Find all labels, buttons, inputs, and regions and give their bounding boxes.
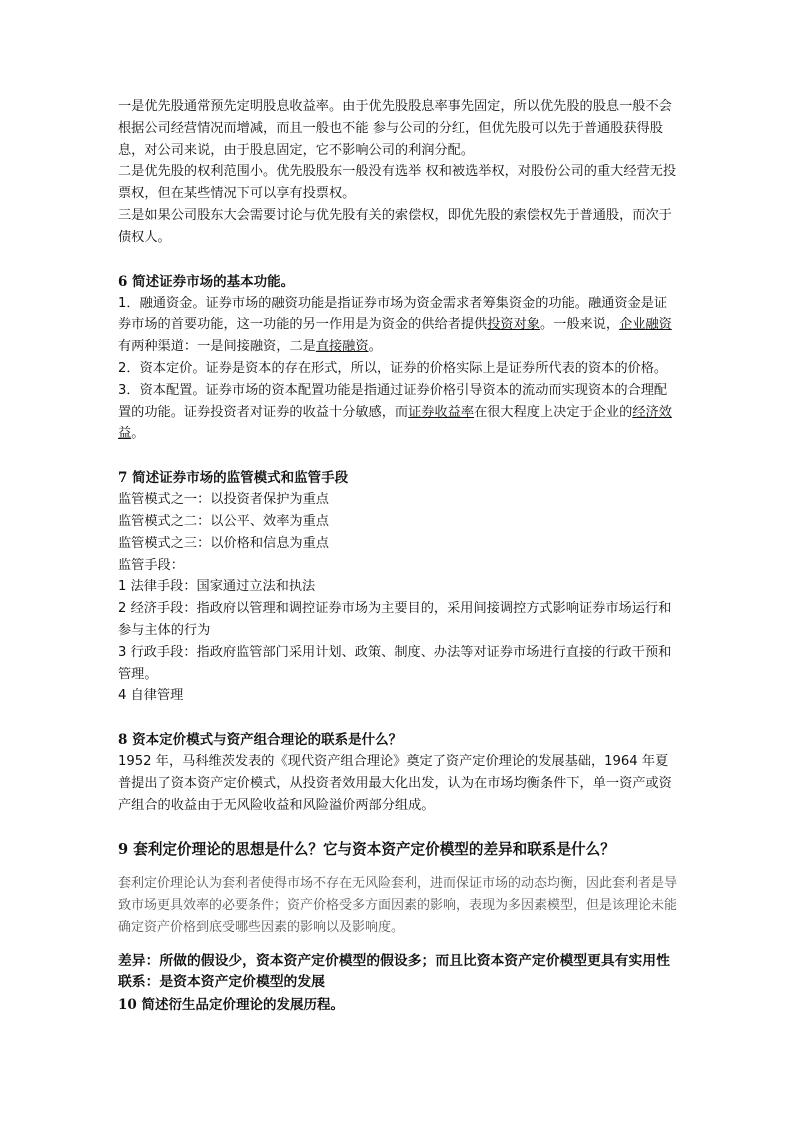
q7-line: 2 经济手段：指政府以管理和调控证券市场为主要目的，采用间接调控方式影响证券市场运行和参与主体的行为: [118, 601, 672, 638]
q9-quote-block: 套利定价理论认为套利者使得市场不存在无风险套利，进而保证市场的动态均衡，因此套利者是导致市场更具效率的必要条件；资产价格受多方面因素的影响，表现为多因素模型，但是该理论未能确定资产价格到底受哪些因素的影响以及影响度。: [118, 875, 678, 935]
link-direct-financing[interactable]: 直接融资: [315, 339, 369, 355]
heading-q10: 10 简述衍生品定价理论的发展历程。: [118, 997, 344, 1014]
link-economic-benefit[interactable]: 经济效益: [118, 404, 672, 442]
link-enterprise-financing[interactable]: 企业融资: [619, 317, 672, 333]
q6-item-1: 1．融通资金。证券市场的融资功能是指证券市场为资金需求者筹集资金的功能。融通资金是证券市场的首要功能，这一功能的另一作用是为资金的供给者提供投资对象。一般来说，企业融资有两种渠道：一是间接融资，二是直接融资。: [118, 295, 672, 355]
q7-line: 监管模式之三：以价格和信息为重点: [118, 535, 329, 551]
paragraph-preferred-dividend: 一是优先股通常预先定明股息收益率。由于优先股股息率事先固定，所以优先股的股息一般不会根据公司经营情况而增减，而且一般也不能 参与公司的分红，但优先股可以先于普通股获得股息，对公司来说，由于股息固定，它不影响公司的利润分配。: [118, 99, 672, 158]
heading-q8: 8 资本定价模式与资产组合理论的联系是什么？: [118, 732, 403, 749]
heading-q6: 6 简述证券市场的基本功能。: [118, 273, 295, 290]
q7-line: 4 自律管理: [118, 688, 184, 704]
document-page: [118, 96, 678, 1016]
q6-item-3: 3．资本配置。证券市场的资本配置功能是指通过证券价格引导资本的流动而实现资本的合理配置的功能。证券投资者对证券的收益十分敏感，而证券收益率在很大程度上决定于企业的经济效益。: [118, 382, 672, 442]
heading-q9: 9 套利定价理论的思想是什么？它与资本资产定价模型的差异和联系是什么？: [118, 840, 615, 858]
q7-line: 3 行政手段：指政府监管部门采用计划、政策、制度、办法等对证券市场进行直接的行政干预和管理。: [118, 644, 672, 682]
q7-line: 监管手段：: [118, 557, 184, 573]
link-investment-object[interactable]: 投资对象: [487, 317, 540, 333]
paragraph-preferred-rights: 二是优先股的权利范围小。优先股股东一般没有选举 权和被选举权，对股份公司的重大经营无投票权，但在某些情况下可以享有投票权。: [118, 164, 677, 202]
q6-item-2: 2．资本定价。证券是资本的存在形式，所以，证券的价格实际上是证券所代表的资本的价格。: [118, 360, 668, 376]
heading-q7: 7 简述证券市场的监管模式和监管手段: [118, 470, 349, 487]
q7-line: 监管模式之二：以公平、效率为重点: [118, 513, 329, 529]
q9-connection: 联系：是资本资产定价模型的发展: [118, 974, 325, 991]
q8-body: 1952 年，马科维茨发表的《现代资产组合理论》奠定了资产定价理论的发展基础，1964 年夏普提出了资本资产定价模式，从投资者效用最大化出发，认为在市场均衡条件下，单一资产或资产组合的收益由于无风险收益和风险溢价两部分组成。: [118, 754, 672, 813]
q7-line: 监管模式之一：以投资者保护为重点: [118, 492, 329, 508]
paragraph-preferred-claims: 三是如果公司股东大会需要讨论与优先股有关的索偿权，即优先股的索偿权先于普通股，而次于债权人。: [118, 207, 672, 245]
link-securities-yield[interactable]: 证券收益率: [408, 404, 475, 420]
q7-line: 1 法律手段：国家通过立法和执法: [118, 579, 316, 595]
q9-difference: 差异：所做的假设少，资本资产定价模型的假设多；而且比资本资产定价模型更具有实用性: [118, 952, 670, 969]
